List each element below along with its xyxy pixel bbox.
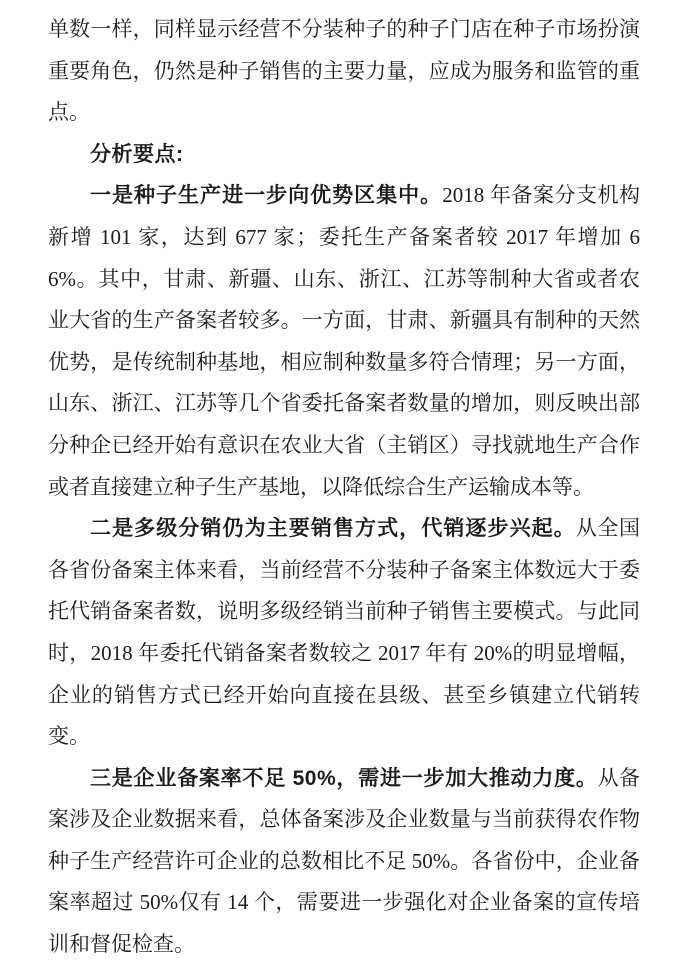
paragraph-continuation	[48, 9, 640, 134]
paragraph-lead-bold: 一是种子生产进一步向优势区集中。	[90, 184, 443, 208]
paragraph-text: 2018 年备案分支机构新增 101 家，达到 677 家；委托生产备案者较 2017 年增加 66%。其中，甘肃、新疆、山东、浙江、江苏等制种大省或者农业大省的生产备案者较多。一方面，甘肃、新疆具有制种的天然优势，是传统制种基地，相应制种数量多符合情理；另一方面，山东、浙江、江苏等几个省委托备案者数量的增加，则反映出部分种企已经开始有意识在农业大省（主销区）寻找就地生产合作或者直接建立种子生产基地，以降低综合生产运输成本等。	[48, 183, 641, 499]
paragraph-text: 从备案涉及企业数据来看，总体备案涉及企业数量与当前获得农作物种子生产经营许可企业的总数相比不足 50%。各省份中，企业备案率超过 50%仅有 14 个，需要进一步强化对企业备案的宣传培训和督促检查。	[48, 765, 640, 957]
paragraph-lead-bold: 三是企业备案率不足 50%，需进一步加大推动力度。	[90, 766, 598, 790]
section-heading-analysis-points	[48, 134, 640, 176]
paragraph-text: 从全国各省份备案主体来看，当前经营不分装种子备案主体数远大于委托代销备案者数，说明多级经销当前种子销售主要模式。与此同时，2018 年委托代销备案者数较之 2017 年有 20%的明显增幅，企业的销售方式已经开始向直接在县级、甚至乡镇建立代销转变。	[48, 516, 641, 749]
paragraph-lead-bold: 二是多级分销仍为主要销售方式，代销逐步兴起。	[90, 517, 576, 541]
paragraph-point-three	[48, 758, 640, 966]
section-heading-text: 分析要点:	[90, 142, 184, 166]
paragraph-text: 单数一样，同样显示经营不分装种子的种子门店在种子市场扮演重要角色，仍然是种子销售的主要力量，应成为服务和监管的重点。	[48, 17, 640, 125]
paragraph-point-one	[48, 175, 640, 508]
paragraph-point-two	[48, 508, 640, 758]
